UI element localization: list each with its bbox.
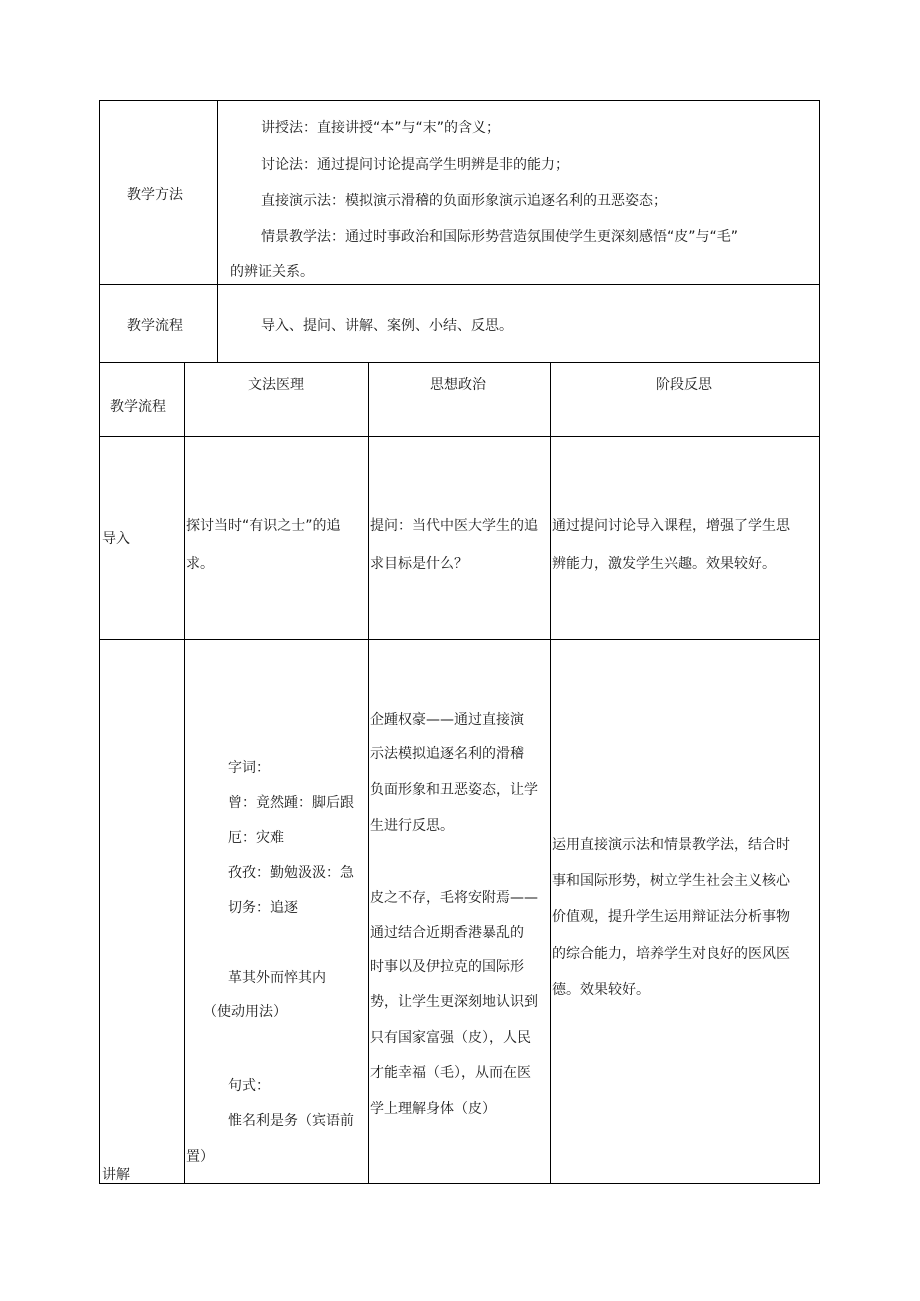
explain-politics-line: 皮之不存，毛将安附焉—— — [370, 890, 538, 906]
method-line: 讨论法：通过提问讨论提高学生明辨是非的能力； — [261, 157, 569, 173]
explain-politics-line: 生进行反思。 — [370, 818, 454, 834]
intro-politics-line: 求目标是什么？ — [370, 556, 468, 572]
top-table-border-right — [819, 100, 820, 362]
method-line: 直接演示法：模拟演示滑稽的负面形象演示追逐名利的丑恶姿态； — [261, 193, 667, 209]
intro-label: 导入 — [102, 531, 130, 547]
explain-reflection-line: 事和国际形势，树立学生社会主义核心 — [552, 873, 790, 889]
main-table-col2-divider — [368, 362, 369, 1184]
main-table-header-bottom — [99, 436, 820, 437]
explain-reflection-line: 运用直接演示法和情景教学法，结合时 — [552, 837, 790, 853]
method-line: 讲授法：直接讲授“本”与“末”的含义； — [261, 120, 501, 136]
explain-politics-line: 时事以及伊拉克的国际形 — [370, 959, 524, 975]
explain-grammar-line: 字词： — [228, 760, 270, 776]
explain-grammar-line: 革其外而悴其内 — [228, 970, 326, 986]
main-table-border-bottom — [99, 1183, 820, 1184]
main-table-col3-divider — [550, 362, 551, 1184]
explain-politics-line: 负面形象和丑恶姿态，让学 — [370, 782, 538, 798]
explain-grammar-line: 惟名利是务（宾语前 — [228, 1113, 354, 1129]
explain-grammar-line: （使动用法） — [203, 1004, 287, 1020]
explain-politics-line: 示法模拟追逐名利的滑稽 — [370, 746, 524, 762]
explain-label: 讲解 — [102, 1167, 130, 1183]
intro-grammar-line: 探讨当时“有识之士”的追 — [186, 518, 341, 534]
explain-reflection-line: 德。效果较好。 — [552, 982, 650, 998]
explain-reflection-line: 价值观，提升学生运用辩证法分析事物 — [552, 909, 790, 925]
explain-grammar-line: 切务：追逐 — [228, 900, 298, 916]
main-table-intro-bottom — [99, 639, 820, 640]
header-grammar: 文法医理 — [248, 377, 304, 393]
explain-grammar-line: 置） — [186, 1149, 214, 1165]
top-table-border-left — [99, 100, 100, 362]
main-table-border-top — [99, 362, 820, 363]
header-reflection: 阶段反思 — [656, 377, 712, 393]
intro-grammar-line: 求。 — [186, 556, 214, 572]
top-table-divider — [99, 284, 820, 285]
method-line: 的辨证关系。 — [230, 264, 314, 280]
explain-politics-line: 学上理解身体（皮） — [370, 1101, 496, 1117]
intro-reflection-line: 辨能力，激发学生兴趣。效果较好。 — [552, 556, 776, 572]
explain-politics-line: 通过结合近期香港暴乱的 — [370, 925, 524, 941]
main-table-border-left — [99, 362, 100, 1184]
explain-politics-line: 只有国家富强（皮），人民 — [370, 1030, 531, 1046]
method-line: 情景教学法：通过时事政治和国际形势营造氛围使学生更深刻感悟“皮”与“毛” — [261, 229, 739, 245]
flow-text: 导入、提问、讲解、案例、小结、反思。 — [261, 318, 513, 334]
flow-label: 教学流程 — [127, 318, 183, 334]
explain-grammar-line: 孜孜：勤勉汲汲：急 — [228, 865, 354, 881]
explain-grammar-line: 曾：竟然踵：脚后跟 — [228, 795, 354, 811]
main-table-border-right — [819, 362, 820, 1184]
top-table-border-top — [99, 100, 820, 101]
intro-politics-line: 提问：当代中医大学生的追 — [370, 518, 538, 534]
explain-reflection-line: 的综合能力，培养学生对良好的医风医 — [552, 946, 790, 962]
explain-politics-line: 才能幸福（毛），从而在医 — [370, 1065, 531, 1081]
explain-grammar-line: 厄：灾难 — [228, 830, 284, 846]
explain-politics-line: 势，让学生更深刻地认识到 — [370, 994, 538, 1010]
explain-grammar-line: 句式： — [228, 1078, 270, 1094]
main-table-col1-divider — [184, 362, 185, 1184]
header-politics: 思想政治 — [430, 377, 486, 393]
intro-reflection-line: 通过提问讨论导入课程，增强了学生思 — [552, 518, 790, 534]
top-table-col-divider — [217, 100, 218, 362]
explain-politics-line: 企踵权豪——通过直接演 — [370, 712, 524, 728]
method-label: 教学方法 — [127, 187, 183, 203]
header-flow: 教学流程 — [110, 399, 166, 415]
